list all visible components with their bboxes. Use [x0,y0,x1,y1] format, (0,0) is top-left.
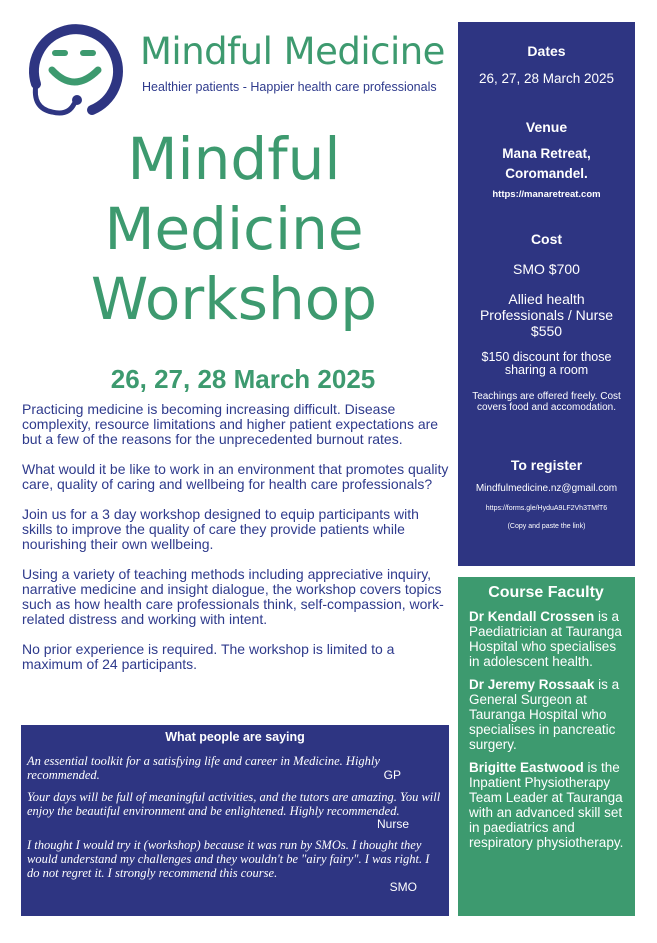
faculty-heading: Course Faculty [488,584,604,601]
dates-heading: Dates [527,43,566,59]
title-line: Mindful [127,125,341,193]
cost-heading: Cost [530,231,563,247]
description [22,402,450,687]
testimonial-author: GP [383,768,401,782]
venue-link[interactable]: https://manaretreat.com [492,189,601,200]
page-title [20,124,448,334]
register-form-link[interactable]: https://forms.gle/HyduA9LF2Vh3TMfT6 [485,505,608,512]
body-paragraph: Using a variety of teaching methods including appreciative inquiry, narrative medicine and insight dialogue, the workshop covers topics such as how health care professionals think, self-compassion, work-related distress and working with intent. [22,566,444,627]
venue-heading: Venue [525,119,568,135]
body-paragraph: What would it be like to work in an environment that promotes quality care, quality of caring and wellbeing for health care professionals? [22,461,449,492]
register-note: (Copy and paste the link) [507,523,586,530]
event-info-panel [458,22,635,566]
faculty-member [469,677,629,752]
faculty-desc: is a General Surgeon at Tauranga Hospital who specialises in pancreatic surgery. [469,677,620,752]
venue-line: Coromandel. [505,166,588,181]
faculty-member [469,760,629,850]
body-paragraph: Practicing medicine is becoming increasing difficult. Disease complexity, resource limitations and higher patient expectations are but a few of the reasons for the unprecedented burnout rates. [22,401,439,447]
testimonial [27,790,443,831]
title-line: Medicine [104,195,364,263]
faculty-member [469,609,629,669]
stethoscope-smile-icon [22,20,132,120]
faculty-panel [458,577,635,916]
testimonials-box [21,725,449,916]
faculty-name: Brigitte Eastwood [469,760,584,775]
faculty-name: Dr Jeremy Rossaak [469,677,595,692]
testimonials-heading: What people are saying [165,730,305,744]
testimonial [27,838,443,894]
faculty-name: Dr Kendall Crossen [469,609,595,624]
testimonial [27,754,443,782]
faculty-desc: is a Paediatrician at Tauranga Hospital who specialises in adolescent health. [469,609,622,669]
brand-tagline: Healthier patients - Happier health care professionals [142,80,437,94]
cost-allied: Allied health Professionals / Nurse $550 [479,291,614,339]
body-paragraph: No prior experience is required. The workshop is limited to a maximum of 24 participants. [22,641,395,672]
body-paragraph: Join us for a 3 day workshop designed to equip participants with skills to improve the quality of care they provide patients while nourishing their own wellbeing. [22,506,419,552]
cost-discount: $150 discount for those sharing a room [481,350,612,377]
register-heading: To register [510,457,583,473]
testimonial-quote: I thought I would try it (workshop) because it was run by SMOs. I thought they would understand my challenges and they wouldn't be "airy fairy". I was right. I do not regret it. I strongly recommend this course. [27,838,430,880]
testimonial-quote: An essential toolkit for a satisfying life and career in Medicine. Highly recommended. [27,754,380,782]
title-line: Workshop [90,265,378,333]
testimonial-quote: Your days will be full of meaningful activities, and the tutors are amazing. You will enjoy the beautiful environment and be enlightened. Highly recommended. [27,790,441,818]
cost-smo: SMO $700 [513,261,580,277]
cost-note: Teachings are offered freely. Cost covers food and accomodation. [472,391,621,413]
event-date: 26, 27, 28 March 2025 [110,364,376,394]
testimonial-author: Nurse [376,817,409,831]
testimonial-author: SMO [389,880,417,894]
dates-value: 26, 27, 28 March 2025 [478,71,615,86]
venue-line: Mana Retreat, [502,146,591,161]
faculty-desc: is the Inpatient Physiotherapy Team Leader at Tauranga with an advanced skill set in paediatrics and respiratory physiotherapy. [469,760,624,850]
register-email[interactable]: Mindfulmedicine.nz@gmail.com [475,483,618,494]
brand-title: Mindful Medicine [140,30,445,73]
